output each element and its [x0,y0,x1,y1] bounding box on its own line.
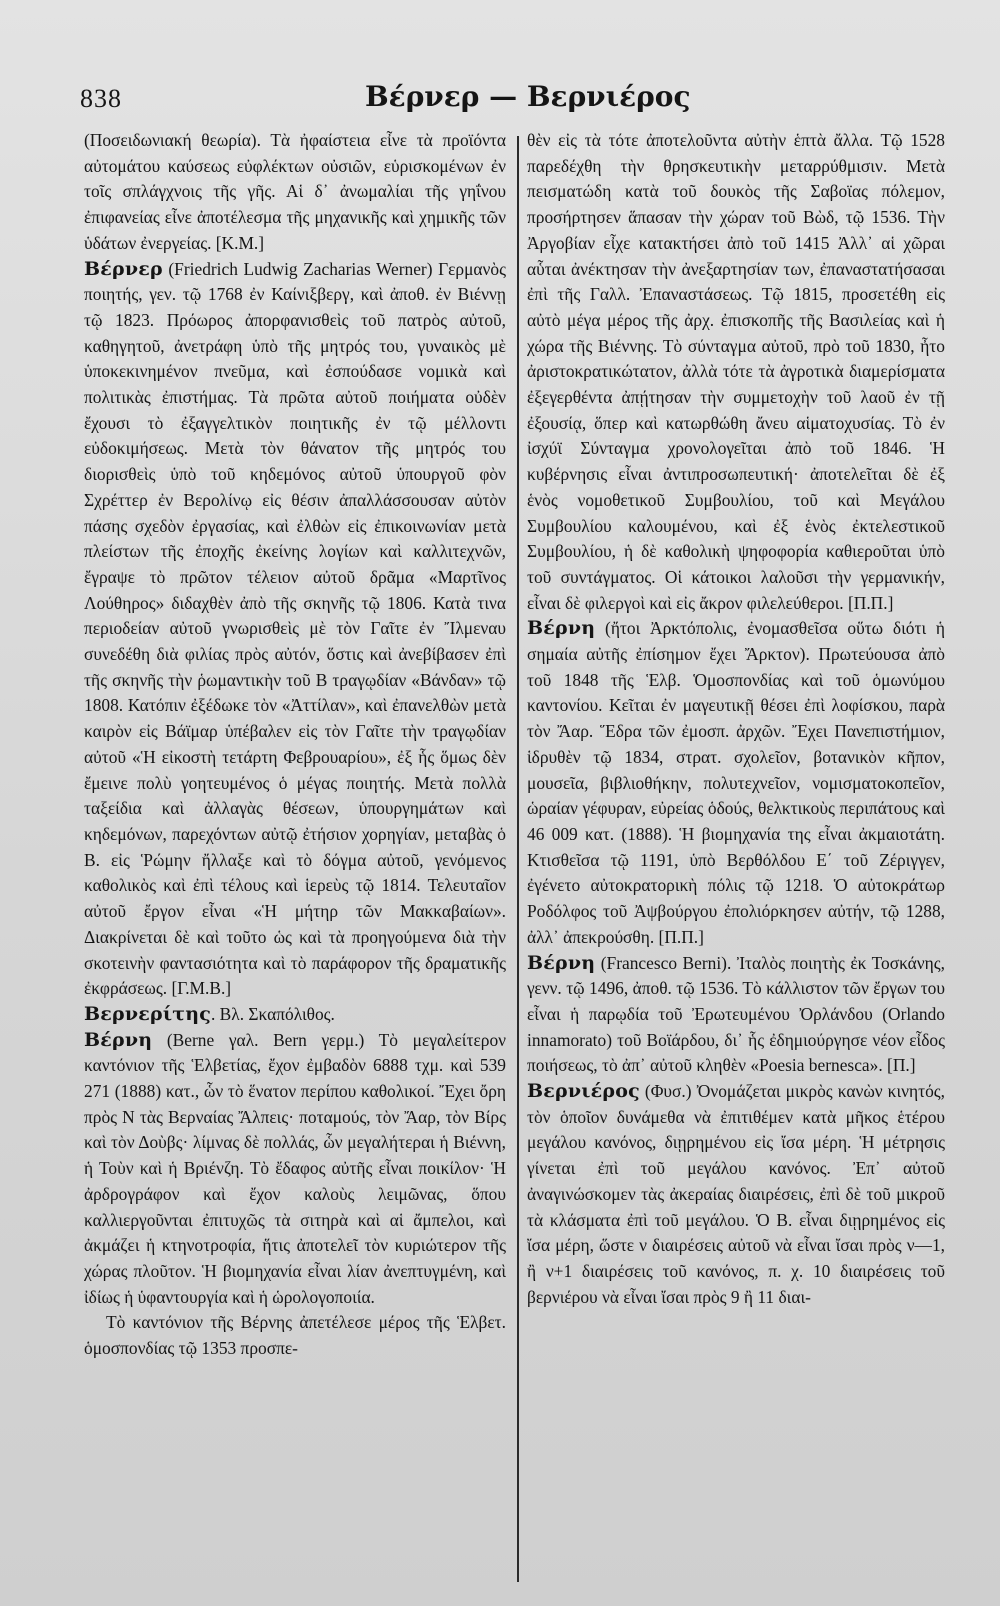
entry-paragraph [84,128,506,257]
dictionary-entry [84,1002,506,1028]
right-column [527,128,945,1588]
entry-headword: Βερνιέρος [527,1080,640,1103]
entry-paragraph [527,128,945,616]
dictionary-entry [527,951,945,1080]
dictionary-entry [84,1028,506,1311]
page-header [80,80,691,124]
entry-text: (Berne γαλ. Bern γερμ.) Τὸ μεγαλείτερον καντόνιον τῆς Ἑλβετίας, ἔχον ἐμβαδὸν 6888 τχμ. καὶ 539 271 (1888) κατ., ὧν τὸ ἕνατον περίπου καθολικοί. Ἔχει ὄρη πρὸς Ν τὰς Βερναίας Ἄλπεις· ποταμούς, τὸν Ἄαρ, τὸν Βίρς καὶ τὸν Δοὺβς· λίμνας δὲ πολλάς, ὧν μεγαλήτεραι ἡ Βιέννη, ἡ Τοὺν καὶ ἡ Βριένζη. Τὸ ἔδαφος αὐτῆς εἶναι ποικίλον· Ἡ ἀρδρογράφον καὶ ἔχον καλοὺς λειμῶνας, ὅπου καλλιεργοῦνται ἐπιτυχῶς τὰ σιτηρὰ καὶ αἱ ἄμπελοι, καὶ ἀκμάζει ἡ κτηνοτροφία, ἥτις ἀποτελεῖ τὸν κυριώτερον τῆς χώρας πλοῦτον. Ἡ βιομηχανία εἶναι λίαν ἀνεπτυγμένη, καὶ ἰδίως ἡ ὑφαντουργία καὶ ἡ ὡρολογοποιία. [84,1029,506,1307]
entry-headword: Βέρνη [84,1028,153,1051]
entry-paragraph [84,1310,506,1361]
dictionary-entry [84,257,506,1002]
entry-text: (Φυσ.) Ὀνομάζεται μικρὸς κανὼν κινητός, τὸν ὁποῖον δυνάμεθα νὰ ἐπιτιθέμεν κατὰ μῆκος ἑτέρου μεγάλου κανόνος, διῃρημένου εἰς ἴσα μέρη. Ἡ μέτρησις γίνεται ἐπὶ τοῦ μεγάλου κανόνος. Ἐπ᾿ αὐτοῦ ἀναγινώσκομεν τὰς ἀκεραίας διαιρέσεις, ἐπὶ δὲ τοῦ μικροῦ τὰ κλάσματα ἐπὶ τοῦ μεγάλου. Ὁ Β. εἶναι διῃρημένος εἰς ἴσα μέρη, ὥστε ν διαιρέσεις αὐτοῦ νὰ εἶναι ἴσαι πρὸς ν—1, ἢ ν+1 διαιρέσεις τοῦ κανόνος, π. χ. 10 διαιρέσεις τοῦ βερνιέρου νὰ εἶναι ἴσαι πρὸς 9 ἢ 11 διαι- [527,1081,945,1307]
entry-text: θὲν εἰς τὰ τότε ἀποτελοῦντα αὐτὴν ἑπτὰ ἄλλα. Τῷ 1528 παρεδέχθη τὴν θρησκευτικὴν μεταρρύθμισιν. Μετὰ πεισματώδη κατὰ τοῦ δουκὸς τῆς Σαβοϊας πόλεμον, προσήρτησεν ἅπασαν τὴν χώραν τοῦ Βὼδ, τῷ 1536. Τὴν Ἀργοβίαν εἶχε κατακτήσει ἀπὸ τοῦ 1415 Ἀλλ᾿ αἱ χῶραι αὗται ἀνέκτησαν τὴν ἀνεξαρτησίαν των, ἐπαναστατήσασαι ἐπὶ τῆς Γαλλ. Ἐπαναστάσεως. Τῷ 1815, προσετέθη εἰς αὐτὸ μέγα μέρος τῆς ἀρχ. ἐπισκοπῆς τῆς Βασιλείας καὶ ἡ χώρα τῆς Βιέννης. Τὸ σύνταγμα αὐτοῦ, πρὸ τοῦ 1830, ἦτο ἀριστοκρατικώτατον, ἀλλὰ τότε τὰ ἀγροτικὰ διαμερίσματα ἐξεγερθέντα ἀπῄτησαν τὴν συμμετοχὴν τοῦ λαοῦ ἐν τῇ ἐξουσίᾳ, ὅπερ καὶ κατωρθώθη ἄνευ αἱματοχυσίας. Τὸ ἐν ἰσχύϊ Σύνταγμα χρονολογεῖται ἀπὸ τοῦ 1846. Ἡ κυβέρνησις εἶναι ἀντιπροσωπευτική· ἀποτελεῖται δὲ ἐξ ἑνὸς νομοθετικοῦ Συμβουλίου, τοῦ καὶ Μεγάλου Συμβουλίου καλουμένου, καὶ ἐξ ἑνὸς ἐκτελεστικοῦ Συμβουλίου, ἡ δὲ καθολικὴ ψηφοφορία καθιεροῦται ὑπὸ τοῦ συντάγματος. Οἱ κάτοικοι λαλοῦσι τὴν γερμανικήν, εἶναι δὲ φιλεργοὶ καὶ εἰς ἄκρον φιλελεύθεροι. [Π.Π.] [527,130,945,613]
column-rule [517,136,519,1582]
entry-headword: Βέρνερ [84,257,163,280]
entry-headword: Βέρνη [527,617,596,640]
entry-text: Τὸ καντόνιον τῆς Βέρνης ἀπετέλεσε μέρος τῆς Ἑλβετ. ὁμοσπονδίας τῷ 1353 προσπε- [84,1312,506,1359]
entry-text: . Βλ. Σκαπόλιθος. [210,1003,335,1024]
entry-text: (ἤτοι Ἀρκτόπολις, ἐνομασθεῖσα οὕτω διότι ἡ σημαία αὐτῆς ἐπίσημον ἔχει Ἄρκτον). Πρωτεύουσα ἀπὸ τοῦ 1848 τῆς Ἑλβ. Ὁμοσπονδίας καὶ τοῦ ὁμωνύμου καντονίου. Κεῖται ἐν μαγευτικῇ θέσει ἐπὶ λοφίσκου, παρὰ τὸν Ἄαρ. Ἕδρα τῶν ἐμοσπ. ἀρχῶν. Ἔχει Πανεπιστήμιον, ἱδρυθὲν τῷ 1834, στρατ. σχολεῖον, βοτανικὸν κῆπον, μουσεῖα, βιβλιοθήκην, πολυτεχνεῖον, νομισματοκοπεῖον, ὡραίαν γέφυραν, εὐρείας ὁδούς, θελκτικοὺς περιπάτους καὶ 46 009 κατ. (1888). Ἡ βιομηχανία της εἶναι ἀκμαιοτάτη. Κτισθεῖσα τῷ 1191, ὑπὸ Βερθόλδου Ε΄ τοῦ Ζέριγγεν, ἐγένετο αὐτοκρατορικὴ πόλις τῷ 1218. Ὁ αὐτοκράτωρ Ροδόλφος τοῦ Ἀψβούργου ἐπολιόρκησεν αὐτήν, τῷ 1288, ἀλλ᾿ ἀπεκρούσθη. [Π.Π.] [527,618,945,947]
dictionary-entry [527,616,945,950]
entry-text: (Francesco Berni). Ἰταλὸς ποιητὴς ἐκ Τοσκάνης, γενν. τῷ 1496, ἀποθ. τῷ 1536. Τὸ κάλλιστον τῶν ἔργων του εἶναι ἡ παρῳδία τοῦ Ἐρωτευμένου Ὀρλάνδου (Orlando innamorato) τοῦ Βοϊάρδου, δι᾿ ἧς ἐδημιούργησε νέον εἶδος ποιήσεως, τὸ ἀπ᾿ αὐτοῦ κληθὲν «Poesia bernesca». [Π.] [527,952,945,1076]
running-head: Βέρνερ — Βερνιέρος [365,80,691,113]
page-number: 838 [80,84,122,113]
dictionary-entry [527,1079,945,1310]
entry-headword: Βέρνη [527,951,596,974]
left-column [84,128,506,1588]
entry-headword: Βερνερίτης [84,1002,211,1025]
entry-text: (Friedrich Ludwig Zacharias Werner) Γερμανὸς ποιητής, γεν. τῷ 1768 ἐν Καίνιξβεργ, καὶ ἀποθ. ἐν Βιέννῃ τῷ 1823. Πρόωρος ἀπορφανισθεὶς τοῦ πατρὸς αὐτοῦ, καθηγητοῦ, ἀνετράφη ὑπὸ τῆς μητρός του, γυναικὸς μὲ ὑποκεκινημένον πνεῦμα, καὶ ἐσπούδασε νομικὰ καὶ πολιτικὰς ἐπιστήμας. Τὰ πρῶτα αὐτοῦ ποιήματα οὐδὲν ἔχουσι τὸ ἐξαγγελτικὸν ποιητικῆς ἐν τῷ μέλλοντι εὐδοκιμήσεως. Μετὰ τὸν θάνατον τῆς μητρός του διορισθεὶς ὑπὸ τοῦ κηδεμόνος αὐτοῦ ὑπουργοῦ φὸν Σχρέττερ ἐν Βερολίνῳ εἰς θέσιν ἀπαλλάσσουσαν αὐτὸν πάσης σχεδὸν ἐργασίας, καὶ ἐλθὼν εἰς ἐπικοινωνίαν μετὰ πλείστων τῆς ἐποχῆς ἐκείνης λογίων καὶ καλλιτεχνῶν, ἔγραψε τὸ πρῶτον τέλειον αὐτοῦ δρᾶμα «Μαρτῖνος Λούθηρος» διδαχθὲν ἀπὸ τῆς σκηνῆς τῷ 1806. Κατὰ τινα περιοδείαν αὐτοῦ γνωρισθεὶς μὲ τὸν Γαῖτε ἐν Ἴλμεναυ συνεδέθη διὰ φιλίας πρὸς αὐτόν, ὅστις καὶ ἀνεβίβασεν ἐπὶ τῆς σκηνῆς τὴν ῥωμαντικὴν τοῦ Β τραγῳδίαν «Βάνδαν» τῷ 1808. Κατόπιν ἐξέδωκε τὸν «Ἀττίλαν», καὶ ἐπανελθὼν μετὰ καιρὸν εἰς Βάϊμαρ ὑπέβαλεν εἰς τὸν Γαῖτε τὴν τραγῳδίαν αὐτοῦ «Ἡ εἰκοστὴ τετάρτη Φεβρουαρίου», ἐξ ἧς ὅμως δὲν ἔμεινε πολὺ γοητευμένος ὁ μέγας ποιητής. Μετὰ πολλὰ ταξείδια καὶ ἀλλαγὰς θέσεων, ὑπουργημάτων καὶ κηδεμόνων, παρεχόντων αὐτῷ ἐτήσιον χορηγίαν, μεταβὰς ὁ Β. εἰς Ῥώμην ἤλλαξε καὶ τὸ δόγμα αὐτοῦ, γενόμενος καθολικὸς καὶ ἐπὶ τέλους καὶ ἱερεὺς τῷ 1814. Τελευταῖον αὐτοῦ ἔργον εἶναι «Ἡ μήτηρ τῶν Μακκαβαίων». Διακρίνεται δὲ καὶ τοῦτο ὡς καὶ τὰ προηγούμενα διὰ τὴν σκοτεινὴν φαντασιότητα καὶ τὸ παράφορον τῆς δραματικῆς ἐκφράσεως. [Γ.Μ.Β.] [84,258,506,999]
entry-text: (Ποσειδωνιακή θεωρία). Τὰ ἠφαίστεια εἶνε τὰ προϊόντα αὐτομάτου καύσεως εὐφλέκτων οὐσιῶν, εὑρισκομένων ἐν τοῖς σπλάγχνοις τῆς γῆς. Αἱ δ᾿ ἀνωμαλίαι τῆς γηΐνου ἐπιφανείας εἶνε ἀποτέλεσμα τῆς μηχανικῆς καὶ χημικῆς τῶν ὑδάτων ἐνεργείας. [Κ.Μ.] [84,130,506,253]
